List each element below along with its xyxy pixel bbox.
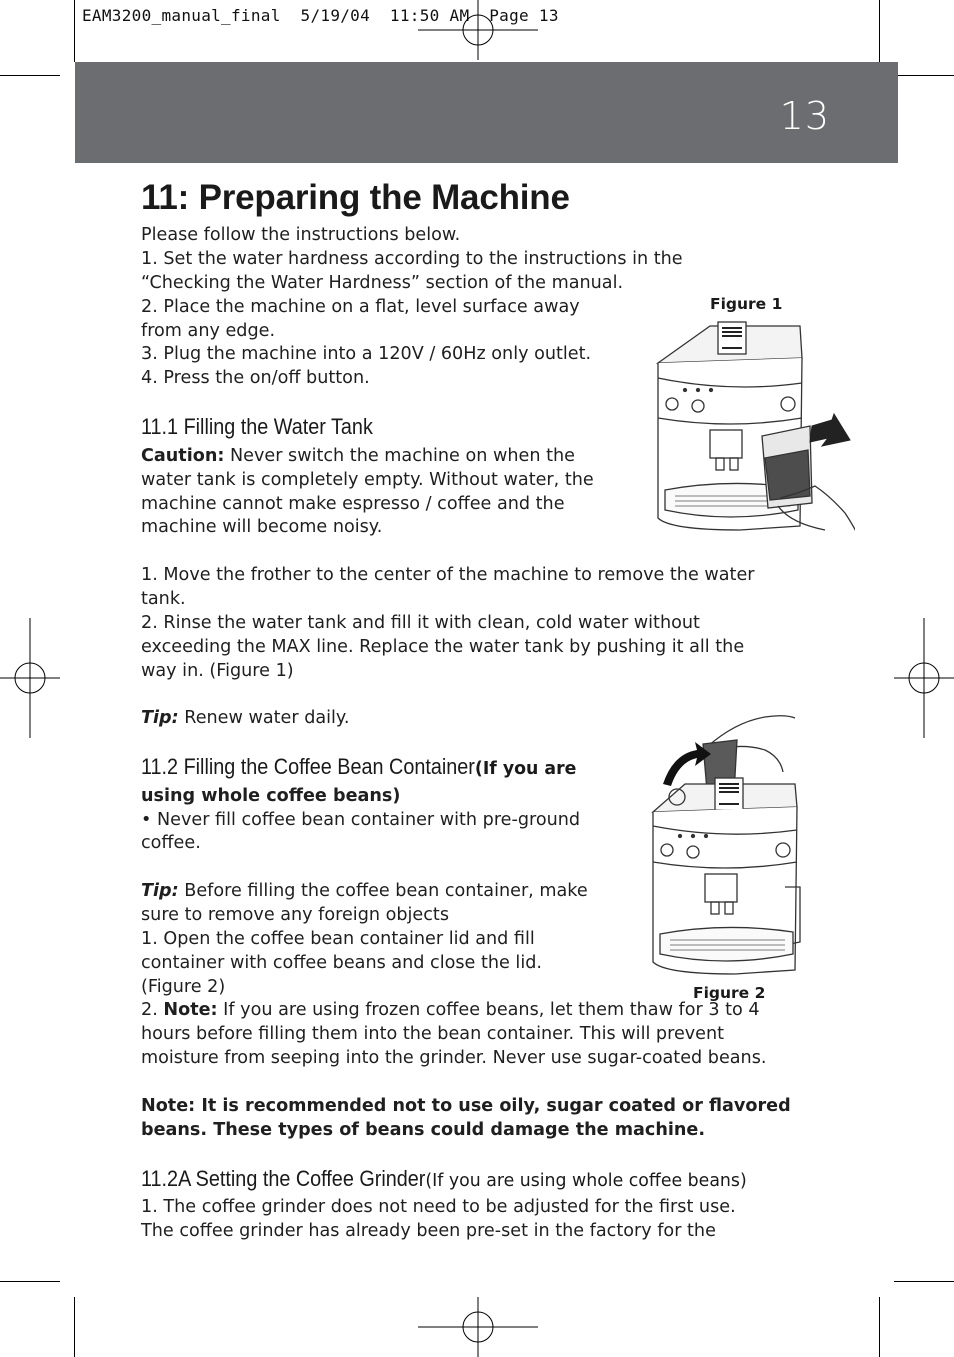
tip-label: Tip: xyxy=(141,881,179,901)
tip-label: Tip: xyxy=(141,708,179,728)
caution-line xyxy=(141,444,575,468)
step-line: tank. xyxy=(141,589,186,609)
print-slug: EAM3200_manual_final 5/19/04 11:50 AM Page 13 xyxy=(82,6,559,25)
step-line: (Figure 2) xyxy=(141,977,226,997)
page-number: 13 xyxy=(779,94,830,138)
registration-mark-bottom xyxy=(418,1297,538,1357)
section-heading-text: 11.2 Filling the Coffee Bean Container xyxy=(141,754,475,779)
step-line: exceeding the MAX line. Replace the water tank by pushing it all the xyxy=(141,637,745,657)
section-heading-suffix: (If you are xyxy=(474,759,577,779)
intro-line: “Checking the Water Hardness” section of the manual. xyxy=(141,273,624,293)
tip-line: sure to remove any foreign objects xyxy=(141,905,449,925)
step-prefix: 2. xyxy=(141,1000,164,1020)
crop-mark xyxy=(894,1281,954,1282)
section-heading-11-1: 11.1 Filling the Water Tank xyxy=(141,414,373,439)
intro-line: 3. Plug the machine into a 120V / 60Hz only outlet. xyxy=(141,344,592,364)
tip-line xyxy=(141,706,349,730)
tip-text: Before filling the coffee bean container, make xyxy=(178,881,588,901)
crop-mark xyxy=(0,75,60,76)
bullet-line: coffee. xyxy=(141,833,201,853)
section-heading-suffix: (If you are using whole coffee beans) xyxy=(425,1171,747,1191)
figure-1-caption: Figure 1 xyxy=(710,295,783,313)
registration-mark-left xyxy=(0,618,60,738)
section-heading-suffix-2: using whole coffee beans) xyxy=(141,786,401,806)
step-line: 1. Open the coffee bean container lid and fill xyxy=(141,929,535,949)
crop-mark xyxy=(74,1297,75,1357)
page-title: 11: Preparing the Machine xyxy=(141,178,570,217)
step-line: way in. (Figure 1) xyxy=(141,661,294,681)
intro-line: 2. Place the machine on a flat, level surface away xyxy=(141,297,580,317)
section-heading-text: 11.2A Setting the Coffee Grinder xyxy=(141,1166,426,1191)
section-heading-11-2a xyxy=(141,1166,747,1192)
figure-2-caption: Figure 2 xyxy=(693,984,766,1002)
body-line: The coffee grinder has already been pre-set in the factory for the xyxy=(141,1221,716,1241)
step-line: 2. Rinse the water tank and fill it with clean, cold water without xyxy=(141,613,700,633)
caution-line: water tank is completely empty. Without water, the xyxy=(141,470,594,490)
crop-mark xyxy=(879,1297,880,1357)
registration-mark-right xyxy=(894,618,954,738)
step-line: container with coffee beans and close the lid. xyxy=(141,953,542,973)
tip-text: Renew water daily. xyxy=(178,708,350,728)
step-line xyxy=(141,998,760,1022)
note-label: Note: xyxy=(163,1000,218,1020)
caution-text: Never switch the machine on when the xyxy=(224,446,575,466)
note-text: If you are using frozen coffee beans, let them thaw for 3 to 4 xyxy=(217,1000,760,1020)
figure-2-illustration xyxy=(645,712,815,984)
section-heading-11-2 xyxy=(141,754,577,780)
step-line: moisture from seeping into the grinder. Never use sugar-coated beans. xyxy=(141,1048,767,1068)
crop-mark xyxy=(74,0,75,62)
crop-mark xyxy=(0,1281,60,1282)
bold-note-line: Note: It is recommended not to use oily, sugar coated or flavored xyxy=(141,1096,791,1116)
crop-mark xyxy=(879,0,880,62)
intro-line: Please follow the instructions below. xyxy=(141,225,461,245)
crop-mark xyxy=(894,75,954,76)
registration-mark-top xyxy=(418,0,538,60)
body-line: 1. The coffee grinder does not need to be adjusted for the first use. xyxy=(141,1197,736,1217)
intro-line: 4. Press the on/off button. xyxy=(141,368,370,388)
caution-line: machine cannot make espresso / coffee and the xyxy=(141,494,565,514)
step-line: 1. Move the frother to the center of the machine to remove the water xyxy=(141,565,755,585)
figure-1-illustration xyxy=(650,318,855,543)
bold-note-line: beans. These types of beans could damage the machine. xyxy=(141,1120,706,1140)
tip-line xyxy=(141,879,588,903)
intro-line: 1. Set the water hardness according to the instructions in the xyxy=(141,249,683,269)
caution-label: Caution: xyxy=(141,446,225,466)
step-line: hours before filling them into the bean container. This will prevent xyxy=(141,1024,725,1044)
bullet-line: • Never fill coffee bean container with pre-ground xyxy=(141,810,581,830)
intro-line: from any edge. xyxy=(141,321,276,341)
header-band xyxy=(75,62,898,163)
caution-line: machine will become noisy. xyxy=(141,517,383,537)
